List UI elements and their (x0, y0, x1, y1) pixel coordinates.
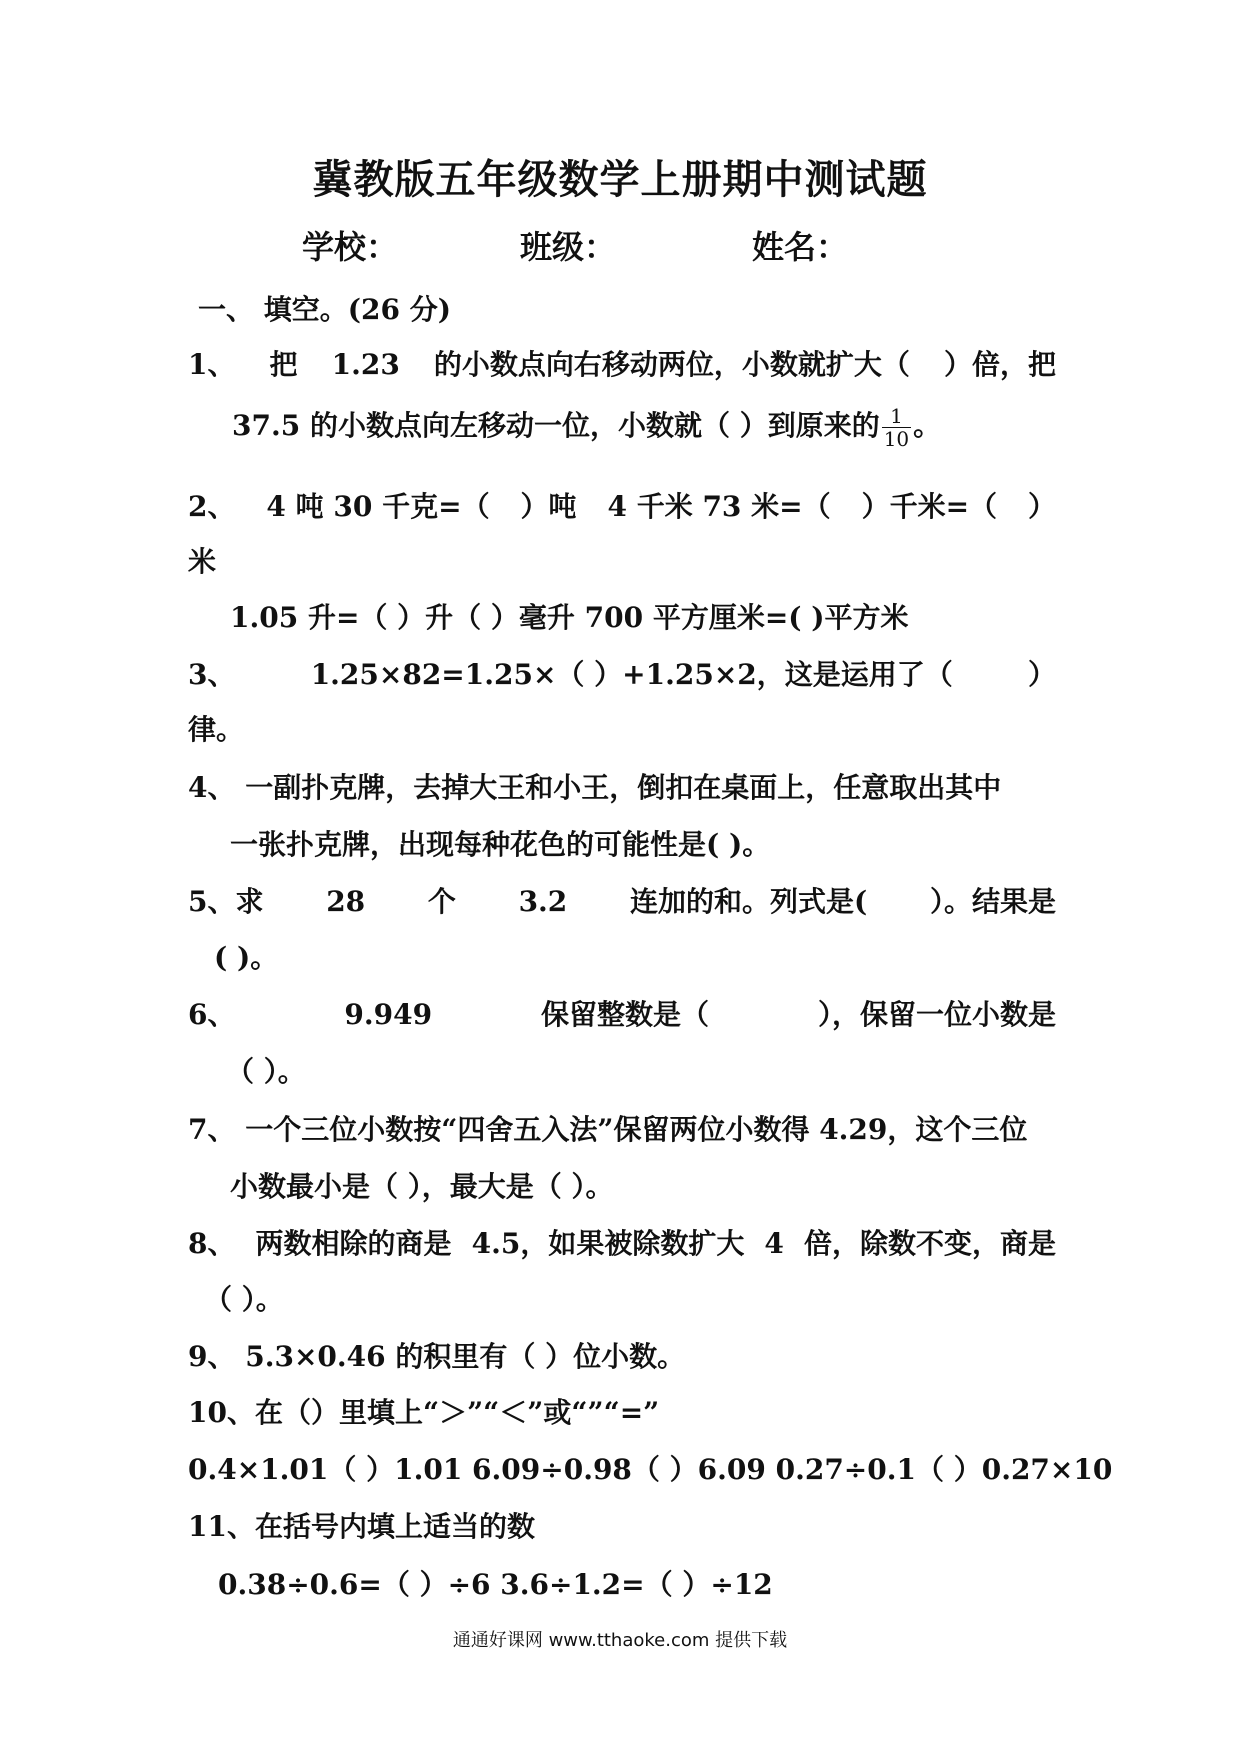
question-2-line-1 (188, 487, 1056, 527)
question-6-line-1 (188, 995, 1056, 1035)
question-11-line-2: 0.38÷0.6=（ ）÷6 3.6÷1.2=（ ）÷12 (218, 1568, 773, 1601)
q2-part: ） (1027, 490, 1056, 523)
question-10-line-1: 10、在（）里填上“＞”“＜”或“”“=” (188, 1396, 660, 1429)
question-4-line-1: 4、 一副扑克牌，去掉大王和小王，倒扣在桌面上，任意取出其中 (188, 771, 1002, 804)
question-3-line-2: 律。 (188, 713, 245, 746)
question-8-line-1 (188, 1224, 1056, 1264)
q2-part: ）吨 (520, 490, 577, 523)
question-8-line-2: （ ）。 (204, 1283, 284, 1316)
q6-part: 保留整数是（ (541, 998, 710, 1031)
q8-part: 8、 (188, 1227, 236, 1260)
fraction (882, 405, 911, 450)
q2-part: 4 吨 30 千克=（ (266, 490, 490, 523)
q5-part: 5、求 (188, 885, 264, 918)
q8-part: 倍，除数不变，商是 (803, 1227, 1056, 1260)
q6-part: 9.949 (344, 998, 433, 1031)
question-9-line-1: 9、 5.3×0.46 的积里有（ ）位小数。 (188, 1340, 686, 1373)
q2-part: 2、 (188, 490, 236, 523)
question-10-line-2: 0.4×1.01（ ）1.01 6.09÷0.98（ ）6.09 0.27÷0.1（ ）0.27×10 (188, 1453, 1113, 1486)
q6-part: 6、 (188, 998, 236, 1031)
q5-part: 28 (326, 885, 366, 918)
q8-part: 4.5，如果被除数扩大 (471, 1227, 745, 1260)
question-4-line-2: 一张扑克牌，出现每种花色的可能性是( )。 (230, 828, 771, 861)
footer-credit: 通通好课网 www.tthaoke.com 提供下载 (452, 1630, 788, 1651)
fraction-denominator: 10 (883, 427, 910, 451)
q2-part: 4 千米 73 米=（ (607, 490, 831, 523)
q5-part: 连加的和。列式是( (630, 885, 868, 918)
q1-part: 1.23 (331, 348, 400, 381)
fraction-numerator: 1 (882, 405, 911, 428)
q5-part: 3.2 (518, 885, 568, 918)
q1-part: ）倍，把 (943, 348, 1056, 381)
q1-text: 37.5 的小数点向左移动一位，小数就（ ）到原来的 (232, 409, 880, 442)
q2-part: ）千米=（ (861, 490, 998, 523)
q1-part: 1、 (188, 348, 236, 381)
class-label: 班级： (520, 228, 617, 266)
q6-part: ），保留一位小数是 (817, 998, 1056, 1031)
q3-part: ） (1027, 658, 1056, 691)
q1-text-end: 。 (913, 409, 942, 442)
question-7-line-2: 小数最小是（ ），最大是（ ）。 (230, 1170, 614, 1203)
name-label: 姓名： (752, 228, 849, 266)
q8-part: 两数相除的商是 (255, 1227, 452, 1260)
q8-part: 4 (764, 1227, 784, 1260)
question-6-line-2: （ ）。 (226, 1055, 306, 1088)
q3-part: 3、 (188, 658, 236, 691)
section-heading: 一、 填空。(26 分) (198, 293, 451, 326)
q3-part: 1.25×82=1.25×（ ）+1.25×2，这是运用了（ (310, 658, 953, 691)
q5-part: ）。结果是 (929, 885, 1056, 918)
q1-part: 把 (269, 348, 298, 381)
question-1-line-2 (232, 405, 941, 450)
page-title: 冀教版五年级数学上册期中测试题 (312, 156, 928, 203)
question-1-line-1 (188, 345, 1056, 385)
question-5-line-1 (188, 882, 1056, 922)
question-2-line-3: 1.05 升=（ ）升（ ）毫升 700 平方厘米=( )平方米 (230, 601, 909, 634)
q5-part: 个 (427, 885, 456, 918)
question-3-line-1 (188, 655, 1056, 695)
question-11-line-1: 11、在括号内填上适当的数 (188, 1510, 535, 1543)
question-7-line-1: 7、 一个三位小数按“四舍五入法”保留两位小数得 4.29，这个三位 (188, 1113, 1028, 1146)
q1-part: 的小数点向右移动两位，小数就扩大（ (433, 348, 910, 381)
school-label: 学校： (302, 228, 399, 266)
question-5-line-2: ( )。 (214, 941, 279, 974)
question-2-line-2: 米 (188, 545, 217, 578)
